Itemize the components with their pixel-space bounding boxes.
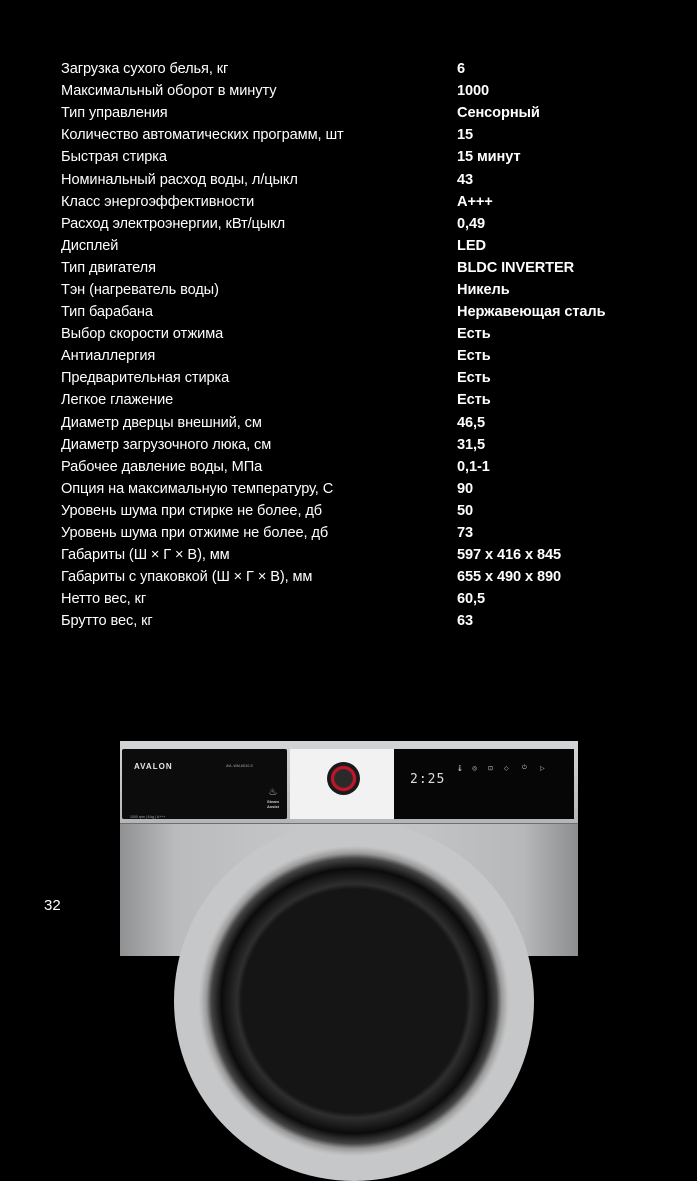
spec-label: Диаметр дверцы внешний, см bbox=[61, 414, 262, 431]
machine-door bbox=[174, 821, 534, 1181]
temperature-icon: 🌡 bbox=[456, 766, 464, 772]
spec-label: Габариты с упаковкой (Ш × Г × В), мм bbox=[61, 569, 313, 586]
spec-label: Опция на максимальную температуру, С bbox=[61, 480, 334, 497]
spec-value: Есть bbox=[457, 348, 491, 365]
spec-value: Есть bbox=[457, 392, 491, 409]
spec-value: 15 минут bbox=[457, 149, 521, 166]
spec-label: Максимальный оборот в минуту bbox=[61, 83, 277, 100]
spec-label: Габариты (Ш × Г × В), мм bbox=[61, 547, 230, 564]
spec-label: Нетто вес, кг bbox=[61, 591, 147, 608]
washing-machine-image bbox=[120, 741, 578, 956]
spec-value: 73 bbox=[457, 525, 474, 542]
power-icon: ⏻ bbox=[522, 765, 527, 771]
spec-value: LED bbox=[457, 237, 486, 254]
spec-row bbox=[61, 434, 661, 456]
spec-row bbox=[61, 323, 661, 345]
spec-label: Класс энергоэффективности bbox=[61, 193, 255, 210]
page-number: 32 bbox=[44, 897, 61, 914]
spec-row bbox=[61, 235, 661, 257]
spec-label: Уровень шума при отжиме не более, дб bbox=[61, 525, 329, 542]
spec-row bbox=[61, 80, 661, 102]
spec-row bbox=[61, 257, 661, 279]
model-label: AVL-WM-6D10-S bbox=[226, 764, 253, 768]
spec-value: Нержавеющая сталь bbox=[457, 304, 606, 321]
spec-value: 0,49 bbox=[457, 215, 486, 232]
spec-value: 1000 bbox=[457, 83, 490, 100]
spec-row bbox=[61, 213, 661, 235]
spec-label: Предварительная стирка bbox=[61, 370, 230, 387]
lock-icon: ⊡ bbox=[488, 766, 494, 772]
spec-table bbox=[61, 58, 661, 632]
spin-icon: ◎ bbox=[472, 766, 478, 772]
spec-row bbox=[61, 389, 661, 411]
spec-row bbox=[61, 522, 661, 544]
spec-label: Антиаллергия bbox=[61, 348, 156, 365]
spec-row bbox=[61, 412, 661, 434]
spec-label: Легкое глажение bbox=[61, 392, 174, 409]
spec-value: 46,5 bbox=[457, 414, 486, 431]
spec-label: Загрузка сухого белья, кг bbox=[61, 61, 229, 78]
spec-row bbox=[61, 345, 661, 367]
spec-label: Расход электроэнергии, кВт/цыкл bbox=[61, 215, 286, 232]
spec-label: Тип двигателя bbox=[61, 259, 156, 276]
spec-value: 43 bbox=[457, 171, 474, 188]
spec-row bbox=[61, 124, 661, 146]
spec-row bbox=[61, 279, 661, 301]
drawer-spec-label: 1000 rpm | 6 kg | A+++ bbox=[130, 815, 166, 819]
spec-label: Тэн (нагреватель воды) bbox=[61, 281, 219, 298]
spec-value: 31,5 bbox=[457, 436, 486, 453]
spec-value: 655 x 490 x 890 bbox=[457, 569, 561, 586]
spec-label: Тип управления bbox=[61, 105, 168, 122]
display-digits: 2:25 bbox=[410, 772, 446, 787]
start-pause-icon: ▷ bbox=[540, 766, 545, 772]
spec-value: 63 bbox=[457, 613, 474, 630]
control-panel bbox=[120, 741, 578, 824]
spec-label: Выбор скорости отжима bbox=[61, 326, 224, 343]
spec-value: 0,1-1 bbox=[457, 458, 490, 475]
spec-value: 15 bbox=[457, 127, 474, 144]
program-dial bbox=[327, 762, 360, 795]
spec-label: Уровень шума при стирке не более, дб bbox=[61, 502, 323, 519]
spec-value: 90 bbox=[457, 480, 474, 497]
spec-label: Количество автоматических программ, шт bbox=[61, 127, 344, 144]
spec-row bbox=[61, 102, 661, 124]
brand-logo: AVALON bbox=[134, 762, 173, 771]
spec-value: 6 bbox=[457, 61, 466, 78]
spec-row bbox=[61, 367, 661, 389]
steam-icon: ♨ bbox=[268, 787, 278, 798]
spec-label: Брутто вес, кг bbox=[61, 613, 153, 630]
spec-value: 597 x 416 x 845 bbox=[457, 547, 561, 564]
spec-row bbox=[61, 478, 661, 500]
spec-value: 50 bbox=[457, 502, 474, 519]
spec-value: Есть bbox=[457, 370, 491, 387]
spec-value: 60,5 bbox=[457, 591, 486, 608]
spec-row bbox=[61, 610, 661, 632]
steam-assist-label: Steam Assist bbox=[266, 799, 279, 809]
spec-value: А+++ bbox=[457, 193, 493, 210]
spec-row bbox=[61, 301, 661, 323]
spec-value: BLDC INVERTER bbox=[457, 259, 575, 276]
spec-value: Никель bbox=[457, 281, 510, 298]
spec-row bbox=[61, 168, 661, 190]
spec-label: Дисплей bbox=[61, 237, 119, 254]
spec-row bbox=[61, 456, 661, 478]
spec-value: Сенсорный bbox=[457, 105, 540, 122]
spec-row bbox=[61, 146, 661, 168]
spec-label: Рабочее давление воды, МПа bbox=[61, 458, 263, 475]
spec-row bbox=[61, 58, 661, 80]
spec-row bbox=[61, 588, 661, 610]
spec-label: Быстрая стирка bbox=[61, 149, 167, 166]
spec-value: Есть bbox=[457, 326, 491, 343]
spec-label: Номинальный расход воды, л/цыкл bbox=[61, 171, 298, 188]
drop-icon: ◇ bbox=[504, 766, 509, 772]
spec-row bbox=[61, 566, 661, 588]
spec-row bbox=[61, 191, 661, 213]
spec-row bbox=[61, 500, 661, 522]
spec-label: Тип барабана bbox=[61, 304, 153, 321]
spec-row bbox=[61, 544, 661, 566]
spec-label: Диаметр загрузочного люка, см bbox=[61, 436, 272, 453]
